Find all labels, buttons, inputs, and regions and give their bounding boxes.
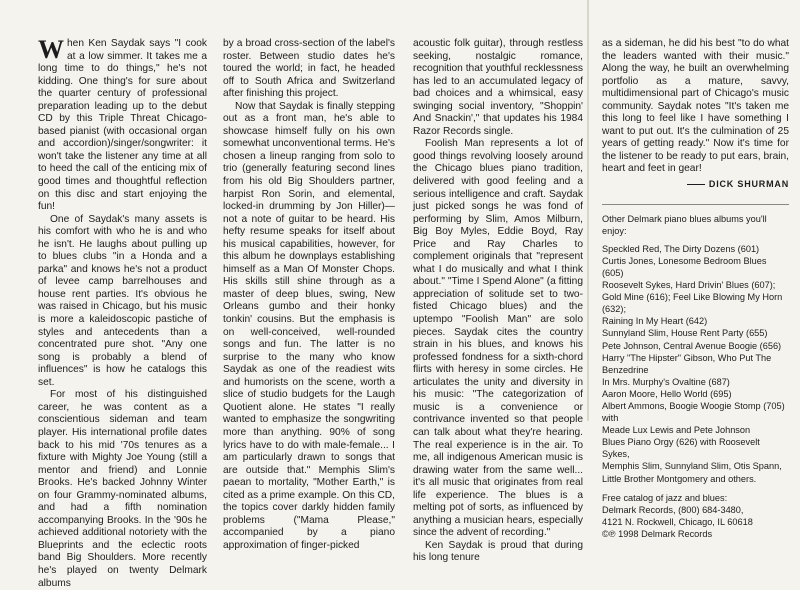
drop-cap: W [38, 35, 64, 64]
column-2 [223, 38, 395, 552]
album-line: Raining In My Heart (642) [602, 316, 708, 327]
related-intro: Other Delmark piano blues albums you'll enjoy: [602, 213, 767, 236]
byline [602, 178, 789, 191]
paragraph: as a sideman, he did his best "to do what the leaders wanted with their music." Along the way, he built an overwhelming portfolio as a mature, savvy, multidimensional part of Chicago's music community. Saydak notes "It's taken me this long to feel like I have something I want to put out. It's the culmination of 25 years of getting ready." Now it's time for the listener to be ready to put ears, brain, heart and feet in gear! [602, 38, 789, 175]
album-line: In Mrs. Murphy's Ovaltine (687) [602, 376, 730, 387]
spacer [602, 485, 789, 492]
album-line: Meade Lux Lewis and Pete Johnson [602, 425, 751, 436]
paragraph: by a broad cross-section of the label's roster. Between studio dates he's toured the world; in fact, he headed off to South Africa and Switzerland after finishing this project. [223, 38, 395, 100]
paragraph: Ken Saydak is proud that during his long tenure [413, 539, 583, 564]
album-line: Blues Piano Orgy (626) with Roosevelt Sykes, [602, 437, 760, 460]
paragraph: Foolish Man represents a lot of good things revolving loosely around the Chicago blues piano tradition, delivered with good feeling and a serious intelligence and craft. Saydak just picked songs he was fond of performing by Slim, Amos Milburn, Big Boy Myles, Eddie Boyd, Ray Price and Ray Charles to complement originals that "represent what I do musically and what I think about." "Time I Spend Alone" (a fitting appreciation of solitude set to two-fisted Chicago blues) and the uptempo "Foolish Man" are solo pieces. Saydak cites the country strain in his blues, and knows his professed fondness for a sixth-chord flirts with heresy in some circles. He articulates the unity and diversity in his music: "The categorization of music is a convenience or contrivance invented so that people can talk about what they're hearing. The real experience is in the air. To me, all indigenous American music is drawing water from the same well... it's all music that originates from real life experience. The blues is a melting pot of sorts, as influenced by anything a musician hears, especially since the advent of recording." [413, 138, 583, 539]
album-line: Harry "The Hipster" Gibson, Who Put The Benzedrine [602, 352, 772, 375]
album-line: Memphis Slim, Sunnyland Slim, Otis Spann, [602, 461, 782, 472]
column-1 [38, 35, 207, 590]
album-line: Sunnyland Slim, House Rent Party (655) [602, 328, 768, 339]
contact-line: Free catalog of jazz and blues: [602, 492, 728, 503]
divider [602, 204, 789, 205]
paragraph: One of Saydak's many assets is his comfort with who he is and who he isn't. He laughs about pulling up to blues clubs "in a Honda and a parka" and knows he's not a product of levee camp barrelhouses and house rent parties. It's obvious he was raised in Chicago, but his music is more a kaleidoscopic pastiche of styles and antecedents than a concentrated pure shot. "Any one song is probably a blend of influences" is how he catalogs this set. [38, 213, 207, 388]
album-line: Gold Mine (616); Feel Like Blowing My Horn (632); [602, 292, 783, 315]
paragraph: For most of his distinguished career, he was content as a conscientious sideman and team player. His international profile dates back to his mid '70s tenures as a fixture with Mighty Joe Young (still a mentor and friend) and Lonnie Brooks. He's backed Johnny Winter on four Grammy-nominated albums, and had a fifth nomination accompanying Brooks. In the '90s he achieved additional notoriety with the Blueprints and the eclectic roots band Big Shoulders. More recently he's played on twenty Delmark albums [38, 389, 207, 589]
album-line: Curtis Jones, Lonesome Bedroom Blues (605) [602, 255, 767, 278]
page-fold [587, 0, 589, 421]
album-line: Pete Johnson, Central Avenue Boogie (656) [602, 340, 782, 351]
author-name: DICK SHURMAN [708, 179, 789, 190]
copyright-line: ©℗ 1998 Delmark Records [602, 528, 713, 539]
album-line: Speckled Red, The Dirty Dozens (601) [602, 243, 760, 254]
album-line: Roosevelt Sykes, Hard Drivin' Blues (607); [602, 280, 776, 291]
contact-line: Delmark Records, (800) 684-3480, [602, 504, 744, 515]
paragraph: acoustic folk guitar), through restless seeking, nostalgic romance, recognition that youthful recklessness has led to an accumulated legacy of bad choices and a whimsical, easy swinging social inventory, "Shoppin' And Snackin'," that updates his 1984 Razor Records single. [413, 38, 583, 137]
contact-line: 4121 N. Rockwell, Chicago, IL 60618 [602, 516, 753, 527]
column-3 [413, 38, 583, 565]
related-albums [602, 213, 789, 540]
paragraph: Now that Saydak is finally stepping out as a front man, he's able to showcase himself fully on his own somewhat unconventional terms. He's chosen a lineup ranging from solo to trio (generally featuring second lines from his old Big Shoulders partner, harpist Ron Sorin, and elemental, locked-in drumming by Jon Hiller)—not a note of guitar to be heard. His hefty resume speaks for itself about his musical capabilities, however, for this album he downplays establishing himself as a Man Of Monster Chops. His skills still shine through as a master of deep blues, swing, New Orleans gumbo and their honky tonkin' cousins. But the emphasis is on well-conceived, well-rounded songs and fun. The latter is no surprise to the many who know Saydak as one of the readiest wits and humorists on the scene, worth a slice of studio budgets for the Laugh Quotient alone. He states "I really wanted to emphasize the songwriting more than anything. 90% of song lyrics have to do with male-female... I am particularly drawn to songs that are outside that." Memphis Slim's paean to mortality, "Mother Earth," is cited as a prime example. On this CD, the topics cover darkly hidden family problems ("Mama Please," accompanied by a piano approximation of finger-picked [223, 100, 395, 551]
album-line: Little Brother Montgomery and others. [602, 473, 757, 484]
paragraph: When Ken Saydak says "I cook at a low simmer. It takes me a long time to do things," he's not kidding. One thing's for sure about the quarter century of professional preparation leading up to the debut CD by this Triple Threat Chicago-based pianist (with occasional organ and accordion)/singer/songwriter: it won't take the listener any time at all to heed the call of the enticing mix of good times and thoughtful reflection on this disc and start enjoying the fun! [38, 35, 207, 213]
byline-dash [687, 184, 705, 185]
column-4 [602, 38, 789, 540]
album-line: Aaron Moore, Hello World (695) [602, 388, 732, 399]
album-line: Albert Ammons, Boogie Woogie Stomp (705) with [602, 400, 785, 424]
